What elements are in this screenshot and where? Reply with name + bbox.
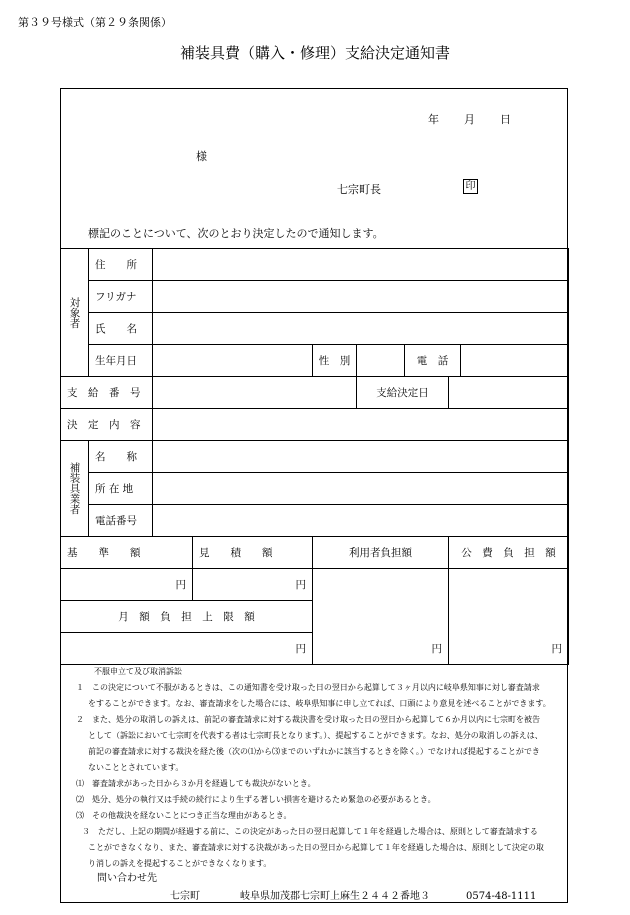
dob-label: 生年月日 xyxy=(89,345,153,377)
addressee-suffix: 様 xyxy=(196,150,207,163)
issue-date xyxy=(428,111,511,127)
dob-field[interactable] xyxy=(153,345,313,377)
note-line: ⑶ その他裁決を経ないことにつき正当な理由があるとき。 xyxy=(76,811,292,820)
phone-field[interactable] xyxy=(461,345,569,377)
issuer: 七宗町長 xyxy=(337,183,381,196)
base-amount-label: 基 準 額 xyxy=(61,537,193,569)
decision-table xyxy=(60,248,569,665)
contact-phone: 0574-48-1111 xyxy=(466,891,537,902)
contact-info xyxy=(170,887,536,902)
decision-content-field[interactable] xyxy=(153,409,569,441)
decision-date-field[interactable] xyxy=(449,377,569,409)
note-line: １ この決定について不服があるときは、この通知書を受け取った日の翌日から起算して３ヶ月以内に岐阜県知事に対し審査請求 xyxy=(76,683,540,692)
note-line: をすることができます。なお、審査請求をした場合には、岐阜県知事に申し立てれば、口頭により意見を述べることができます。 xyxy=(88,699,551,708)
month-label: 月 xyxy=(464,113,475,126)
contact-address: 岐阜県加茂郡七宗町上麻生２４４２番地３ xyxy=(240,891,430,902)
vendor-location-label: 所 在 地 xyxy=(89,473,153,505)
decision-content-label: 決 定 内 容 xyxy=(61,409,153,441)
vendor-location-field[interactable] xyxy=(153,473,569,505)
payment-number-field[interactable] xyxy=(153,377,357,409)
note-line: り消しの訴えを提起することができなくなります。 xyxy=(88,859,272,868)
address-label: 住 所 xyxy=(89,249,153,281)
decision-date-label: 支給決定日 xyxy=(357,377,449,409)
seal-mark: 印 xyxy=(463,179,478,194)
address-field[interactable] xyxy=(153,249,569,281)
name-label: 氏 名 xyxy=(89,313,153,345)
sex-field[interactable] xyxy=(357,345,405,377)
user-burden-label: 利用者負担額 xyxy=(313,537,449,569)
public-burden-label: 公 費 負 担 額 xyxy=(449,537,569,569)
monthly-cap-label: 月 額 負 担 上 限 額 xyxy=(61,601,313,633)
name-field[interactable] xyxy=(153,313,569,345)
note-line: ２ また、処分の取消しの訴えは、前記の審査請求に対する裁決書を受け取った日の翌日から起算して６か月以内に七宗町を被告 xyxy=(76,715,540,724)
sex-label: 性 別 xyxy=(313,345,357,377)
vendor-group-label: 補装具業者 xyxy=(61,441,89,537)
user-burden-field[interactable]: 円 xyxy=(313,569,449,665)
vendor-phone-label: 電話番号 xyxy=(89,505,153,537)
note-line: ことができなくなり、また、審査請求に対する決裁があった日の翌日から起算して１年を経過した場合は、原則として決定の取 xyxy=(88,843,544,852)
vendor-phone-field[interactable] xyxy=(153,505,569,537)
year-label: 年 xyxy=(428,113,439,126)
estimate-amount-label: 見 積 額 xyxy=(193,537,313,569)
note-line: ３ ただし、上記の期間が経過する前に、この決定があった日の翌日起算して１年を経過した場合は、原則として審査請求する xyxy=(82,827,538,836)
payment-number-label: 支 給 番 号 xyxy=(61,377,153,409)
furigana-field[interactable] xyxy=(153,281,569,313)
estimate-amount-field[interactable]: 円 xyxy=(193,569,313,601)
note-line: として（訴訟において七宗町を代表する者は七宗町長となります。）、提起することができます。なお、処分の取消しの訴えは、 xyxy=(88,731,543,740)
vendor-name-field[interactable] xyxy=(153,441,569,473)
appeal-notes xyxy=(76,664,556,872)
vendor-name-label: 名 称 xyxy=(89,441,153,473)
subject-group-label: 対象者 xyxy=(61,249,89,377)
contact-org: 七宗町 xyxy=(170,891,200,902)
note-line: ⑴ 審査請求があった日から３か月を経過しても裁決がないとき。 xyxy=(76,779,316,788)
notes-heading: 不服申立て及び取消訴訟 xyxy=(94,667,182,676)
form-number: 第３９号様式（第２９条関係） xyxy=(18,16,172,29)
public-burden-field[interactable]: 円 xyxy=(449,569,569,665)
monthly-cap-field[interactable]: 円 xyxy=(61,633,313,665)
notice-text: 標記のことについて、次のとおり決定したので通知します。 xyxy=(88,227,384,240)
note-line: ないこととされています。 xyxy=(88,763,184,772)
day-label: 日 xyxy=(500,113,511,126)
furigana-label: フリガナ xyxy=(89,281,153,313)
contact-label: 問い合わせ先 xyxy=(97,873,157,884)
document-title: 補装具費（購入・修理）支給決定通知書 xyxy=(179,44,450,62)
phone-label: 電 話 xyxy=(405,345,461,377)
note-line: ⑵ 処分、処分の執行又は手続の続行により生ずる著しい損害を避けるため緊急の必要があるとき。 xyxy=(76,795,436,804)
note-line: 前記の審査請求に対する裁決を経た後（次の⑴から⑶までのいずれかに該当するときを除く。）でなければ提起することができ xyxy=(88,747,540,756)
base-amount-field[interactable]: 円 xyxy=(61,569,193,601)
